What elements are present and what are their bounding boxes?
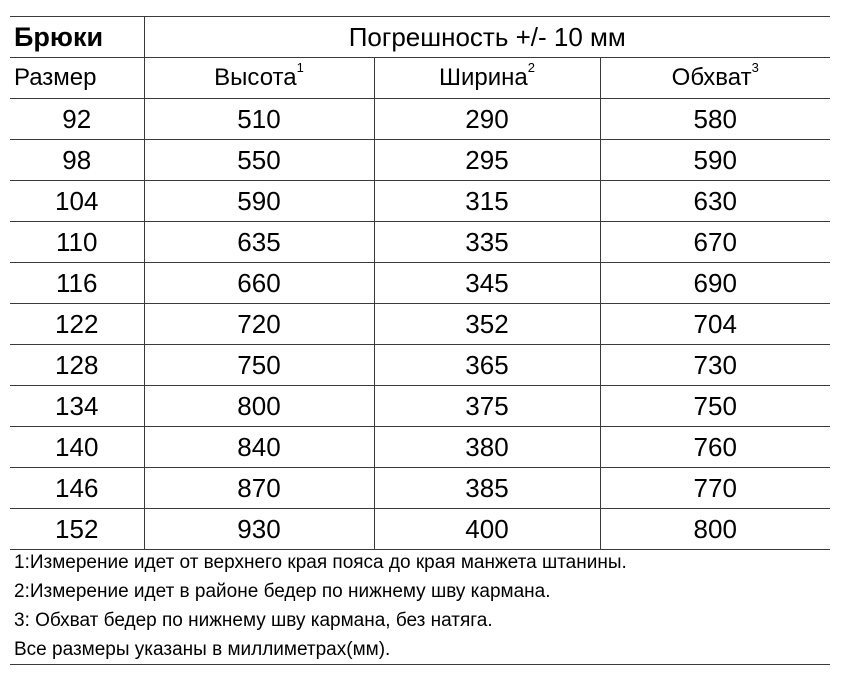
cell-size: 146 (10, 468, 144, 509)
cell-size: 134 (10, 386, 144, 427)
cell-girth: 690 (600, 263, 830, 304)
cell-girth: 800 (600, 509, 830, 550)
title-row (10, 17, 830, 58)
header-girth-label: Обхват (671, 64, 752, 91)
table-row (10, 140, 830, 181)
table-row (10, 99, 830, 140)
table-row (10, 427, 830, 468)
table-row (10, 345, 830, 386)
cell-size: 122 (10, 304, 144, 345)
header-girth-footnote: 3 (751, 60, 759, 75)
cell-girth: 750 (600, 386, 830, 427)
table-row (10, 468, 830, 509)
cell-girth: 630 (600, 181, 830, 222)
cell-height: 870 (144, 468, 374, 509)
cell-height: 510 (144, 99, 374, 140)
header-height-label: Высота (214, 64, 297, 91)
cell-width: 365 (374, 345, 600, 386)
cell-girth: 760 (600, 427, 830, 468)
footnote-3: 3: Обхват бедер по нижнему шву кармана, без натяга. (14, 610, 493, 631)
cell-width: 290 (374, 99, 600, 140)
cell-height: 750 (144, 345, 374, 386)
table-row (10, 304, 830, 345)
table-row (10, 263, 830, 304)
cell-height: 720 (144, 304, 374, 345)
table-row (10, 181, 830, 222)
cell-girth: 704 (600, 304, 830, 345)
footnote-1: 1:Измерение идет от верхнего края пояса до края манжета штанины. (14, 552, 627, 573)
cell-width: 352 (374, 304, 600, 345)
cell-height: 635 (144, 222, 374, 263)
cell-width: 400 (374, 509, 600, 550)
header-row (10, 58, 830, 99)
cell-height: 840 (144, 427, 374, 468)
cell-girth: 670 (600, 222, 830, 263)
cell-size: 110 (10, 222, 144, 263)
header-width-label: Ширина (439, 64, 528, 91)
cell-height: 590 (144, 181, 374, 222)
table-row (10, 222, 830, 263)
header-girth (600, 58, 830, 99)
footnotes (10, 548, 830, 665)
cell-girth: 770 (600, 468, 830, 509)
cell-height: 550 (144, 140, 374, 181)
cell-size: 152 (10, 509, 144, 550)
table-title: Брюки (10, 17, 144, 58)
cell-height: 800 (144, 386, 374, 427)
size-table (10, 16, 830, 550)
cell-width: 345 (374, 263, 600, 304)
header-height (144, 58, 374, 99)
cell-width: 335 (374, 222, 600, 263)
cell-size: 116 (10, 263, 144, 304)
cell-girth: 590 (600, 140, 830, 181)
cell-height: 660 (144, 263, 374, 304)
table-row (10, 509, 830, 550)
cell-size: 140 (10, 427, 144, 468)
cell-width: 295 (374, 140, 600, 181)
cell-width: 380 (374, 427, 600, 468)
cell-size: 98 (10, 140, 144, 181)
table-row (10, 386, 830, 427)
cell-girth: 730 (600, 345, 830, 386)
cell-size: 92 (10, 99, 144, 140)
header-size (10, 58, 144, 99)
cell-size: 104 (10, 181, 144, 222)
footnote-units: Все размеры указаны в миллиметрах(мм). (10, 635, 830, 665)
cell-width: 315 (374, 181, 600, 222)
cell-width: 385 (374, 468, 600, 509)
header-width (374, 58, 600, 99)
footnote-2: 2:Измерение идет в районе бедер по нижнему шву кармана. (14, 581, 551, 602)
header-width-footnote: 2 (527, 60, 535, 75)
cell-girth: 580 (600, 99, 830, 140)
header-size-label: Размер (14, 64, 97, 91)
tolerance-label: Погрешность +/- 10 мм (144, 17, 830, 58)
cell-width: 375 (374, 386, 600, 427)
header-height-footnote: 1 (296, 60, 304, 75)
cell-size: 128 (10, 345, 144, 386)
cell-height: 930 (144, 509, 374, 550)
